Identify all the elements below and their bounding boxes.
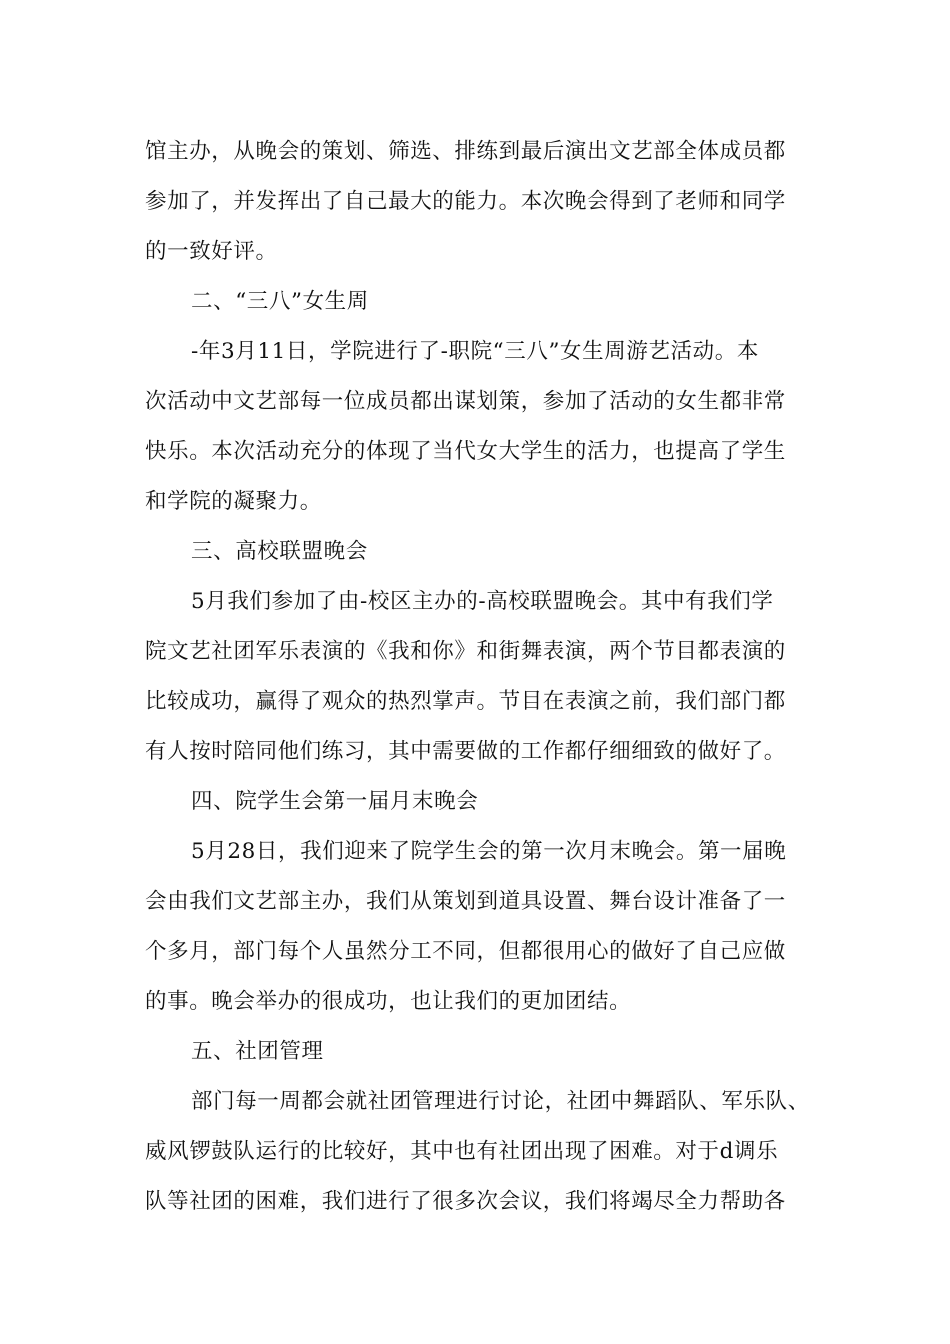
text-line: 有人按时陪同他们练习，其中需要做的工作都仔细细致的做好了。 (145, 739, 786, 764)
document-body (145, 127, 810, 1227)
text-line: 快乐。本次活动充分的体现了当代女大学生的活力，也提高了学生 (145, 439, 786, 464)
text-line: 的一致好评。 (145, 239, 278, 264)
text-line: 会由我们文艺部主办，我们从策划到道具设置、舞台设计准备了一 (145, 889, 786, 914)
paragraph-start-line: 5月28日，我们迎来了院学生会的第一次月末晚会。第一届晚 (191, 839, 787, 864)
paragraph-start-line: 部门每一周都会就社团管理进行讨论，社团中舞蹈队、军乐队、 (191, 1089, 810, 1114)
text-line: 和学院的凝聚力。 (145, 489, 322, 514)
text-line: 参加了，并发挥出了自己最大的能力。本次晚会得到了老师和同学 (145, 189, 786, 214)
text-line: 队等社团的困难，我们进行了很多次会议，我们将竭尽全力帮助各 (145, 1189, 786, 1214)
text-line: 个多月，部门每个人虽然分工不同，但都很用心的做好了自己应做 (145, 939, 786, 964)
text-line: 比较成功，赢得了观众的热烈掌声。节目在表演之前，我们部门都 (145, 689, 786, 714)
text-line: 馆主办，从晚会的策划、筛选、排练到最后演出文艺部全体成员都 (145, 139, 786, 164)
text-line: 次活动中文艺部每一位成员都出谋划策，参加了活动的女生都非常 (145, 389, 786, 414)
text-line: 的事。晚会举办的很成功，也让我们的更加团结。 (145, 989, 632, 1014)
paragraph-start-line: 五、社团管理 (191, 1039, 324, 1064)
text-line: 威风锣鼓队运行的比较好，其中也有社团出现了困难。对于d调乐 (145, 1139, 779, 1164)
paragraph-start-line: 二、“三八”女生周 (191, 289, 369, 314)
paragraph-start-line: -年3月11日，学院进行了-职院“三八”女生周游艺活动。本 (191, 339, 759, 364)
paragraph-start-line: 四、院学生会第一届月末晚会 (191, 789, 479, 814)
paragraph-start-line: 5月我们参加了由-校区主办的-高校联盟晚会。其中有我们学 (191, 589, 774, 614)
paragraph-start-line: 三、高校联盟晚会 (191, 539, 368, 564)
text-line: 院文艺社团军乐表演的《我和你》和街舞表演，两个节目都表演的 (145, 639, 786, 664)
